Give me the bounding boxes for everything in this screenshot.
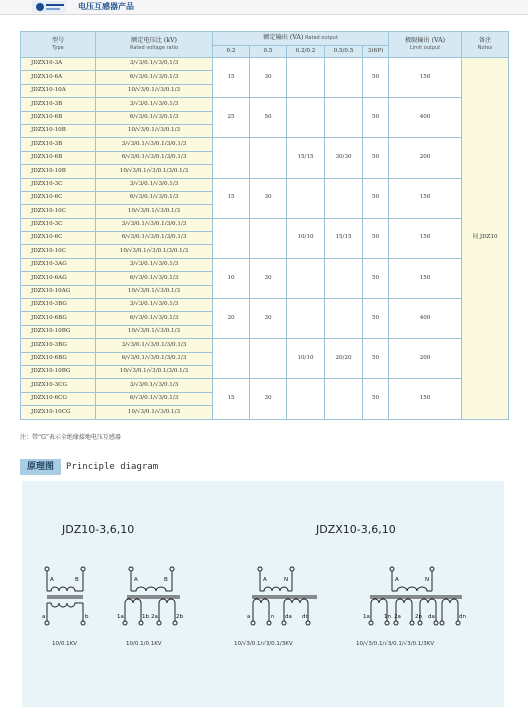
transformer-4-schematic [363, 567, 466, 625]
class-0202-cell [287, 299, 325, 339]
class-05-cell: 30 [250, 178, 287, 218]
class-0202-cell [287, 258, 325, 298]
t1-label-B: B [75, 577, 79, 583]
class-0202-cell: 10/10 [287, 218, 325, 258]
ratio-header: 额定电压比 (kV) Rated voltage ratio [96, 32, 213, 58]
limit-output-cell: 200 [389, 339, 462, 379]
class-02-cell: 20 [213, 299, 250, 339]
table-row [21, 98, 509, 111]
table-row [21, 379, 509, 392]
t1-label-a: a [42, 614, 46, 620]
type-cell: JDZX10-10BG [21, 365, 96, 378]
caption-2: 10/0.1/0.1KV [126, 641, 162, 647]
t2-label-A: A [134, 577, 138, 583]
ratio-cell: 10/√3/0.1/√3/0.1/3/0.1/3 [96, 365, 213, 378]
class-02-cell: 10 [213, 258, 250, 298]
class-05-cell [250, 138, 287, 178]
ratio-cell: 3/√3/0.1/√3/0.1/3 [96, 299, 213, 312]
section-title-en: Principle diagram [66, 462, 159, 472]
class-02-cell: 15 [213, 178, 250, 218]
t4-label-N: N [425, 577, 430, 583]
right-diagram-title: JDZX10-3,6,10 [316, 523, 396, 536]
class-0505-cell [325, 178, 363, 218]
transformer-2-schematic [117, 567, 183, 625]
spec-table [20, 31, 509, 420]
class-05-cell: 30 [250, 379, 287, 419]
class-05-cell: 30 [250, 299, 287, 339]
ratio-cell: 3/√3/0.1/√3/0.1/3 [96, 98, 213, 111]
type-cell: JDZX10-3C [21, 178, 96, 191]
t2-label-1b: 1b [142, 614, 149, 620]
type-cell: JDZX10-6BG [21, 352, 96, 365]
ratio-cell: 3/√3/0.1/√3/0.1/3 [96, 379, 213, 392]
class-02-cell [213, 218, 250, 258]
class-0202-cell: 15/15 [287, 138, 325, 178]
limit-output-cell: 400 [389, 98, 462, 138]
logo-icon [30, 0, 68, 14]
class-0202-cell [287, 178, 325, 218]
t2-label-1a: 1a [117, 614, 124, 620]
class-3p-cell: 50 [363, 379, 389, 419]
ratio-cell: 10/√3/0.1/√3/0.1/3 [96, 285, 213, 298]
t3-label-a: a [247, 614, 251, 620]
limit-output-cell: 150 [389, 218, 462, 258]
class-05-cell: 30 [250, 58, 287, 98]
class-05-header: 0.5 [250, 46, 287, 58]
class-3p-cell: 50 [363, 178, 389, 218]
class-3p-cell: 50 [363, 339, 389, 379]
output-header: 额定输出 (VA) Rated output [213, 32, 389, 46]
ratio-cell: 6/√3/0.1/√3/0.1/3 [96, 312, 213, 325]
footnote: 注：带“G”表示全绝缘接地电压互感器 [20, 434, 121, 441]
class-0505-cell: 30/30 [325, 138, 363, 178]
ratio-cell: 10/√3/0.1/√3/0.1/3 [96, 124, 213, 137]
class-0202-cell [287, 379, 325, 419]
section-title-cn: 原理图 [20, 459, 61, 475]
limit-output-cell: 150 [389, 258, 462, 298]
ratio-cell: 6/√3/0.1/√3/0.1/3 [96, 71, 213, 84]
type-header: 型号 Type [21, 32, 96, 58]
class-05-cell: 50 [250, 98, 287, 138]
ratio-cell: 10/√3/0.1/√3/0.1/3 [96, 205, 213, 218]
ratio-cell: 6/√3/0.1/√3/0.1/3/0.1/3 [96, 352, 213, 365]
page-header [0, 0, 528, 15]
class-0505-cell [325, 58, 363, 98]
table-row [21, 218, 509, 231]
class-02-cell: 15 [213, 58, 250, 98]
class-3p-cell: 50 [363, 218, 389, 258]
class-0505-header: 0.5/0.5 [325, 46, 363, 58]
type-cell: JDZX10-6AG [21, 272, 96, 285]
t4-label-da: da [428, 614, 435, 620]
class-3p-header: 3(6P) [363, 46, 389, 58]
type-cell: JDZX10-6B [21, 151, 96, 164]
ratio-cell: 3/√3/0.1/√3/0.1/3/0.1/3 [96, 218, 213, 231]
caption-1: 10/0.1KV [52, 641, 77, 647]
limit-output-cell: 150 [389, 379, 462, 419]
type-cell: JDZX10-3CG [21, 379, 96, 392]
class-3p-cell: 50 [363, 98, 389, 138]
limit-output-cell: 150 [389, 58, 462, 98]
principle-diagram [22, 481, 504, 707]
t1-label-b: b [85, 614, 89, 620]
type-cell: JDZX10-3B [21, 138, 96, 151]
t4-label-dn: dn [459, 614, 466, 620]
notes-cell: 同 JDZ10 [462, 58, 509, 420]
table-row [21, 258, 509, 271]
ratio-cell: 6/√3/0.1/√3/0.1/3 [96, 392, 213, 405]
limit-output-cell: 200 [389, 138, 462, 178]
table-row [21, 299, 509, 312]
t3-label-n: n [271, 614, 275, 620]
ratio-cell: 6/√3/0.1/√3/0.1/3 [96, 272, 213, 285]
ratio-cell: 3/√3/0.1/√3/0.1/3/0.1/3 [96, 339, 213, 352]
type-cell: JDZX10-10BG [21, 325, 96, 338]
limit-output-cell: 400 [389, 299, 462, 339]
class-3p-cell: 50 [363, 258, 389, 298]
ratio-cell: 3/√3/0.1/√3/0.1/3 [96, 258, 213, 271]
type-cell: JDZX10-3BG [21, 299, 96, 312]
table-row [21, 138, 509, 151]
t3-label-dn: dn [302, 614, 309, 620]
type-cell: JDZX10-10A [21, 84, 96, 97]
type-cell: JDZX10-6BG [21, 312, 96, 325]
transformer-3-schematic [247, 567, 317, 625]
left-diagram-title: JDZ10-3,6,10 [62, 523, 135, 536]
class-3p-cell: 50 [363, 299, 389, 339]
type-cell: JDZX10-3C [21, 218, 96, 231]
limit-header: 极限输出 (VA) Limit output [389, 32, 462, 58]
t4-label-A: A [395, 577, 399, 583]
class-3p-cell: 50 [363, 58, 389, 98]
type-cell: JDZX10-3BG [21, 339, 96, 352]
type-cell: JDZX10-10C [21, 205, 96, 218]
t3-label-N: N [284, 577, 289, 583]
t3-label-da: da [285, 614, 292, 620]
ratio-cell: 6/√3/0.1/√3/0.1/3 [96, 111, 213, 124]
type-cell: JDZX10-3B [21, 98, 96, 111]
class-02-cell: 15 [213, 379, 250, 419]
class-0505-cell [325, 379, 363, 419]
type-cell: JDZX10-3A [21, 58, 96, 71]
class-0505-cell: 20/20 [325, 339, 363, 379]
class-0202-cell [287, 98, 325, 138]
class-05-cell: 30 [250, 258, 287, 298]
ratio-cell: 10/√3/0.1/√3/0.1/3/0.1/3 [96, 245, 213, 258]
ratio-cell: 6/√3/0.1/√3/0.1/3 [96, 191, 213, 204]
section-heading [20, 459, 158, 475]
t4-label-1n: 1n [384, 614, 391, 620]
ratio-cell: 6/√3/0.1/√3/0.1/3/0.1/3 [96, 232, 213, 245]
ratio-cell: 6/√3/0.1/√3/0.1/3/0.1/3 [96, 151, 213, 164]
t4-label-2n: 2n [415, 614, 422, 620]
limit-output-cell: 150 [389, 178, 462, 218]
type-cell: JDZX10-10C [21, 245, 96, 258]
t3-label-A: A [263, 577, 267, 583]
t4-label-2a: 2a [394, 614, 401, 620]
type-cell: JDZX10-3AG [21, 258, 96, 271]
type-cell: JDZX10-10B [21, 165, 96, 178]
schematics [22, 481, 504, 707]
t2-label-2a: 2a [151, 614, 158, 620]
class-0202-cell [287, 58, 325, 98]
header-title: 电压互感器产品 [78, 2, 134, 11]
transformer-1-schematic [42, 567, 89, 625]
class-0505-cell: 15/15 [325, 218, 363, 258]
class-05-cell [250, 339, 287, 379]
caption-4: 10/√3/0.1/√3/0.1/√3/0.1/3KV [356, 641, 435, 647]
t2-label-B: B [164, 577, 168, 583]
type-cell: JDZX10-10B [21, 124, 96, 137]
type-cell: JDZX10-6B [21, 111, 96, 124]
class-0202-cell: 10/10 [287, 339, 325, 379]
ratio-cell: 10/√3/0.1/√3/0.1/3 [96, 325, 213, 338]
class-02-header: 0.2 [213, 46, 250, 58]
ratio-cell: 10/√3/0.1/√3/0.1/3/0.1/3 [96, 165, 213, 178]
type-cell: JDZX10-10AG [21, 285, 96, 298]
caption-3: 10/√3/0.1/√3/0.1/3KV [234, 641, 293, 647]
ratio-cell: 10/√3/0.1/√3/0.1/3 [96, 84, 213, 97]
class-05-cell [250, 218, 287, 258]
class-02-cell [213, 339, 250, 379]
t2-label-2b: 2b [176, 614, 183, 620]
ratio-cell: 10/√3/0.1/√3/0.1/3 [96, 406, 213, 419]
table-row [21, 339, 509, 352]
ratio-cell: 3/√3/0.1/√3/0.1/3 [96, 58, 213, 71]
class-3p-cell: 50 [363, 138, 389, 178]
t1-label-A: A [50, 577, 54, 583]
class-0505-cell [325, 258, 363, 298]
type-cell: JDZX10-10CG [21, 406, 96, 419]
type-cell: JDZX10-6C [21, 191, 96, 204]
type-cell: JDZX10-6C [21, 232, 96, 245]
table-row [21, 178, 509, 191]
class-02-cell: 25 [213, 98, 250, 138]
ratio-cell: 3/√3/0.1/√3/0.1/3/0.1/3 [96, 138, 213, 151]
class-0505-cell [325, 98, 363, 138]
class-0202-header: 0.2/0.2 [287, 46, 325, 58]
class-0505-cell [325, 299, 363, 339]
t4-label-1a: 1a [363, 614, 370, 620]
notes-header: 备注 Notes [462, 32, 509, 58]
class-02-cell [213, 138, 250, 178]
type-cell: JDZX10-6CG [21, 392, 96, 405]
table-row [21, 58, 509, 71]
type-cell: JDZX10-6A [21, 71, 96, 84]
ratio-cell: 3/√3/0.1/√3/0.1/3 [96, 178, 213, 191]
